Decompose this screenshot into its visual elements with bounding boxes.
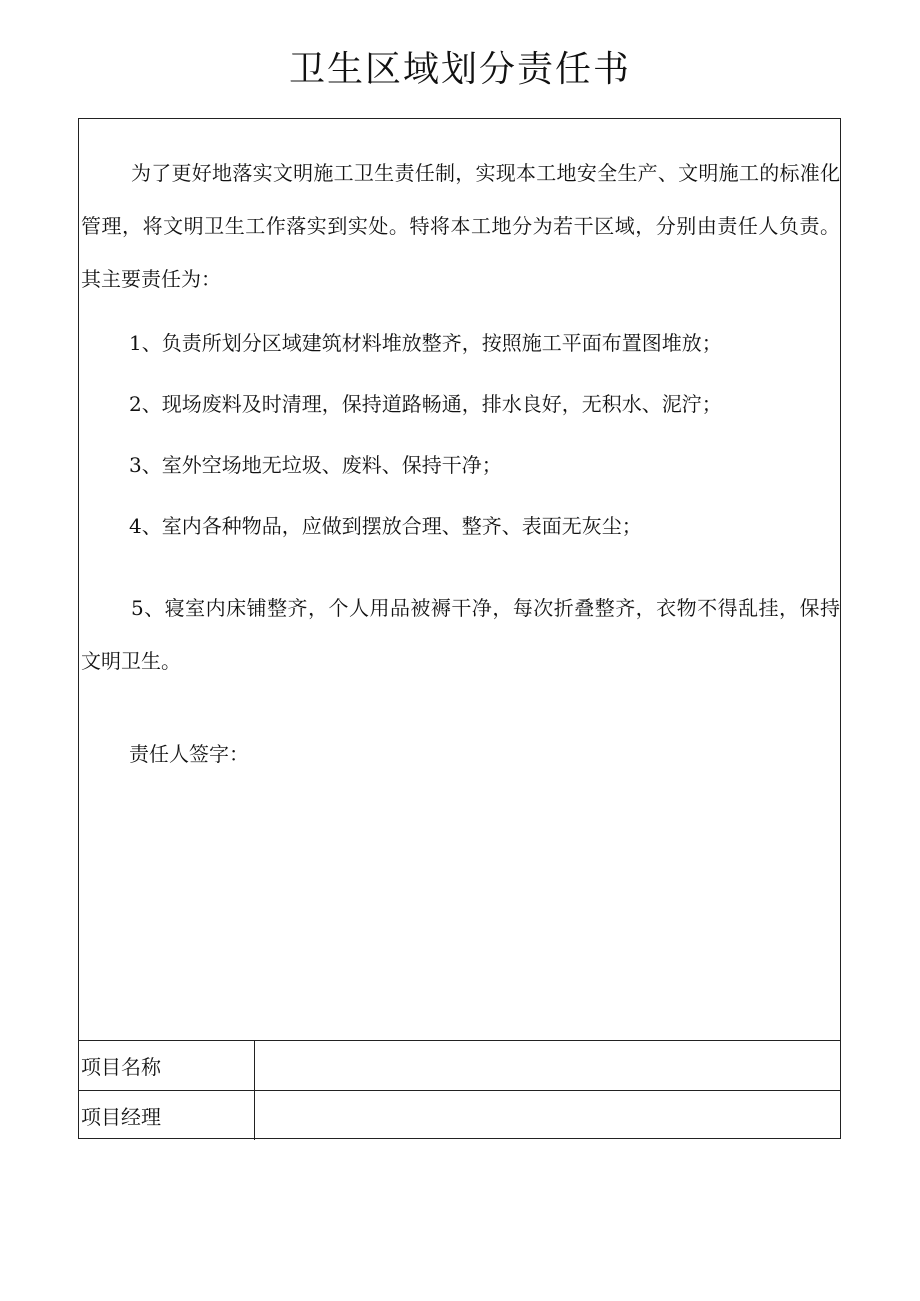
project-name-label: 项目名称 (79, 1041, 255, 1091)
responsibility-item-5: 5、寝室内床铺整齐，个人用品被褥干净，每次折叠整齐，衣物不得乱挂，保持文明卫生。 (81, 596, 840, 673)
responsibility-item-3: 3、室外空场地无垃圾、废料、保持干净； (129, 453, 502, 477)
project-manager-field[interactable] (255, 1091, 841, 1141)
document-title: 卫生区域划分责任书 (288, 49, 631, 90)
responsibility-form (78, 118, 841, 1139)
table-row (79, 1091, 840, 1141)
project-name-field[interactable] (255, 1041, 841, 1091)
project-info-table (79, 1040, 840, 1140)
form-body (79, 119, 840, 1040)
intro-paragraph: 为了更好地落实文明施工卫生责任制，实现本工地安全生产、文明施工的标准化管理，将文明卫生工作落实到实处。特将本工地分为若干区域，分别由责任人负责。其主要责任为： (81, 161, 840, 291)
responsibility-item-2: 2、现场废料及时清理，保持道路畅通，排水良好，无积水、泥泞； (129, 392, 722, 416)
responsibility-item-1: 1、负责所划分区域建筑材料堆放整齐，按照施工平面布置图堆放； (129, 331, 722, 355)
table-row (79, 1041, 840, 1091)
responsibility-item-4: 4、室内各种物品，应做到摆放合理、整齐、表面无灰尘； (129, 514, 642, 538)
signature-label: 责任人签字： (129, 742, 249, 766)
project-manager-label: 项目经理 (79, 1091, 255, 1141)
